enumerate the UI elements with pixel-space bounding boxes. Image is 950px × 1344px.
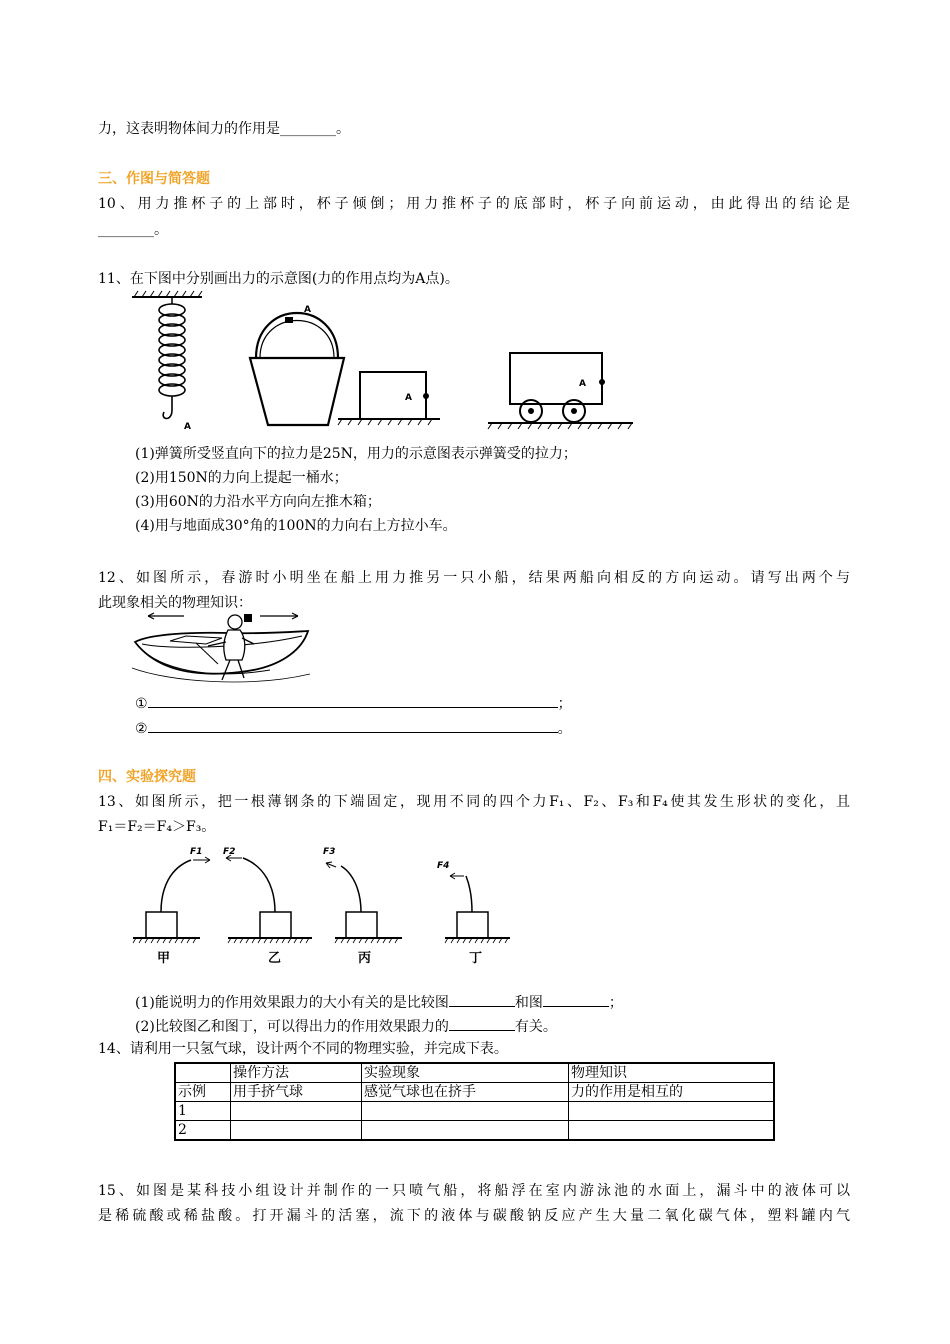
q12-answer-1 [135,693,572,713]
q13-sub1-text-a: (1)能说明力的作用效果跟力的大小有关的是比较图 [135,995,449,1011]
section-4-heading: 四、实验探究题 [98,769,196,785]
q13-sub1-text-b: 和图 [514,995,543,1011]
q12-answer-1-end: ； [557,696,572,712]
q14-table [174,1062,775,1141]
label-a: A [184,422,191,432]
table-header-row [175,1063,774,1083]
answer-blank-5[interactable] [449,1016,515,1031]
table-cell: 示例 [175,1083,231,1102]
label-a: A [405,393,412,403]
table-cell: 2 [175,1121,231,1141]
table-cell: 感觉气球也在挤手 [362,1083,569,1102]
table-cell: 用手挤气球 [231,1083,362,1102]
q13-steel-strip-figures [130,838,510,968]
table-cell: 1 [175,1102,231,1121]
q12-line2: 此现象相关的物理知识： [98,595,252,611]
table-header-cell: 物理知识 [569,1063,775,1083]
q11-title: 11、在下图中分别画出力的示意图(力的作用点均为A点)。 [98,271,459,287]
q11-item-3: (3)用60N的力沿水平方向向左推木箱； [135,494,381,510]
q13-line1: 13、如图所示，把一根薄钢条的下端固定，现用不同的四个力F₁、F₂、F₃和F₄使其发生形状的变化，且 [98,794,850,810]
q15-line1: 15、如图是某科技小组设计并制作的一只喷气船，将船浮在室内游泳池的水面上，漏斗中的液体可以 [98,1183,850,1199]
table-cell[interactable] [569,1102,775,1121]
q11-item-4: (4)用与地面成30°角的100N的力向右上方拉小车。 [135,518,457,534]
q12-answer-2 [135,718,572,738]
table-header-cell [175,1063,231,1083]
table-cell[interactable] [569,1121,775,1141]
force-label-f4: F4 [437,861,450,871]
table-row [175,1121,774,1141]
table-cell: 力的作用是相互的 [569,1083,775,1102]
q15-line2: 是稀硫酸或稀盐酸。打开漏斗的活塞，流下的液体与碳酸钠反应产生大量二氧化碳气体，塑料罐内气 [98,1208,850,1224]
force-label-f1: F1 [190,847,203,857]
q12-boat-figure [130,608,320,692]
table-row [175,1083,774,1102]
fig-label-jia: 甲 [157,951,171,966]
force-label-f2: F2 [223,847,236,857]
q11-item-2: (2)用150N的力向上提起一桶水； [135,470,348,486]
table-header-cell: 操作方法 [231,1063,362,1083]
q13-sub1 [135,992,623,1012]
answer-blank-4[interactable] [543,992,609,1007]
q13-line2: F₁＝F₂＝F₄＞F₃。 [98,819,216,835]
fig-label-yi: 乙 [268,951,282,966]
q13-sub2 [135,1016,557,1036]
q10-line2: ________。 [98,222,168,238]
label-a: A [304,305,311,315]
q12-line1: 12、如图所示，春游时小明坐在船上用力推另一只小船，结果两船向相反的方向运动。请写出两个与 [98,570,850,586]
fig-label-ding: 丁 [469,951,483,966]
table-cell[interactable] [231,1102,362,1121]
q12-answer-1-marker: ① [135,696,148,712]
force-label-f3: F3 [323,847,336,857]
q10-line1: 10、用力推杯子的上部时，杯子倾倒；用力推杯子的底部时，杯子向前运动，由此得出的结论是 [98,196,850,212]
fig-label-bing: 丙 [358,951,372,966]
answer-blank-1[interactable] [148,693,558,708]
q11-figures [120,290,640,435]
q14-title: 14、请利用一只氢气球，设计两个不同的物理实验，并完成下表。 [98,1041,508,1057]
q12-answer-2-marker: ② [135,721,148,737]
q9-tail: 力，这表明物体间力的作用是________。 [98,121,350,137]
section-3-heading: 三、作图与简答题 [98,171,210,187]
q11-item-1: (1)弹簧所受竖直向下的拉力是25N，用力的示意图表示弹簧受的拉力； [135,446,577,462]
answer-blank-2[interactable] [148,718,558,733]
q13-sub2-text-b: 有关。 [514,1019,557,1035]
answer-blank-3[interactable] [449,992,515,1007]
q13-sub2-text-a: (2)比较图乙和图丁，可以得出力的作用效果跟力的 [135,1019,449,1035]
table-cell[interactable] [231,1121,362,1141]
table-row [175,1102,774,1121]
q12-answer-2-end: 。 [557,721,572,737]
q13-sub1-text-c: ； [608,995,623,1011]
table-header-cell: 实验现象 [362,1063,569,1083]
table-cell[interactable] [362,1102,569,1121]
table-cell[interactable] [362,1121,569,1141]
label-a: A [579,379,586,389]
